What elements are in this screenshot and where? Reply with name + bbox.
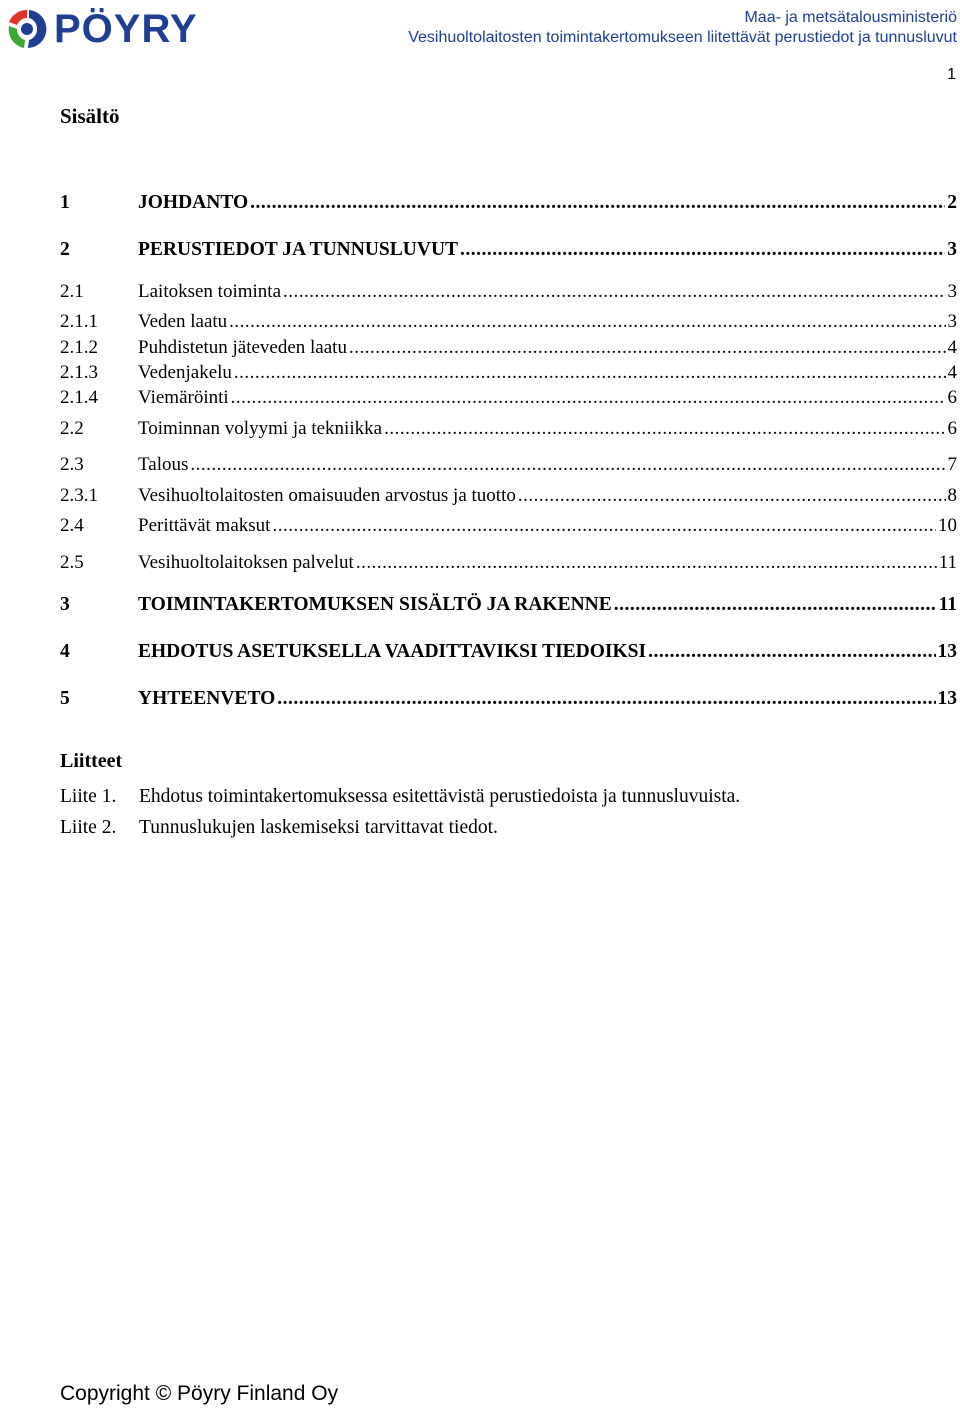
toc-entry-label: Vesihuoltolaitoksen palvelut [138,552,354,573]
toc-entry-label: Toiminnan volyymi ja tekniikka [138,418,383,439]
appendix-item [60,816,498,840]
toc-entry[interactable] [60,417,957,441]
copyright-footer: Copyright © Pöyry Finland Oy [60,1382,339,1405]
toc-entry[interactable] [60,361,957,385]
toc-dot-leader [349,336,946,360]
toc-entry[interactable] [60,238,957,262]
toc-entry-page: 8 [947,485,957,506]
appendix-item [60,785,740,809]
toc-entry-page: 4 [947,337,957,358]
toc-entry-number: 2.1.4 [60,387,98,408]
toc-entry-label: Puhdistetun jäteveden laatu [138,337,347,358]
toc-entry-number: 2.1 [60,281,84,302]
toc-entry-number: 5 [60,688,70,709]
toc-title: Sisältö [60,104,120,128]
toc-entry-label: Viemäröinti [138,387,229,408]
toc-entry-page: 2 [947,192,957,213]
toc-entry-number: 2.5 [60,552,84,573]
toc-entry-page: 13 [937,688,957,709]
toc-dot-leader [234,361,946,385]
appendix-text: Ehdotus toimintakertomuksessa esitettävistä perustiedoista ja tunnusluvuista. [139,786,741,807]
toc-entry-label: PERUSTIEDOT JA TUNNUSLUVUT [138,239,459,260]
toc-dot-leader [250,191,945,215]
toc-entry-page: 13 [937,641,957,662]
logo-text: PÖYRY [54,7,198,51]
toc-entry[interactable] [60,593,957,617]
toc-dot-leader [229,310,945,334]
toc-dot-leader [231,386,946,410]
company-logo [4,6,198,52]
toc-entry[interactable] [60,640,957,664]
appendix-id: Liite 2. [60,817,117,838]
toc-entry-page: 3 [947,311,957,332]
toc-entry-number: 2.1.1 [60,311,98,332]
toc-entry-number: 2 [60,239,70,260]
toc-entry-label: TOIMINTAKERTOMUKSEN SISÄLTÖ JA RAKENNE [138,594,612,615]
document-header [408,8,957,48]
toc-entry[interactable] [60,191,957,215]
toc-entry-label: Veden laatu [138,311,228,332]
page-number: 1 [947,66,956,83]
toc-dot-leader [272,514,936,538]
appendices-title: Liitteet [60,750,123,772]
toc-dot-leader [356,551,937,575]
toc-entry-number: 2.1.2 [60,337,98,358]
toc-entry-number: 2.3.1 [60,485,98,506]
toc-entry[interactable] [60,514,957,538]
toc-dot-leader [648,640,935,664]
toc-dot-leader [460,238,945,262]
report-title: Vesihuoltolaitosten toimintakertomukseen liitettävät perustiedot ja tunnusluvut [408,29,957,46]
poyry-logo-icon [4,6,50,52]
toc-entry-number: 1 [60,192,70,213]
toc-entry-label: Vedenjakelu [138,362,232,383]
toc-entry[interactable] [60,551,957,575]
toc-dot-leader [384,417,945,441]
toc-entry[interactable] [60,336,957,360]
toc-entry-label: EHDOTUS ASETUKSELLA VAADITTAVIKSI TIEDOIKSI [138,641,647,662]
toc-entry[interactable] [60,310,957,334]
toc-entry-number: 3 [60,594,70,615]
appendix-text: Tunnuslukujen laskemiseksi tarvittavat tiedot. [139,817,498,838]
toc-entry-label: Vesihuoltolaitosten omaisuuden arvostus ja tuotto [138,485,516,506]
toc-entry[interactable] [60,484,957,508]
toc-entry-page: 7 [947,454,957,475]
toc-entry-label: Perittävät maksut [138,515,271,536]
toc-entry-number: 2.1.3 [60,362,98,383]
toc-dot-leader [190,453,945,477]
toc-dot-leader [614,593,937,617]
toc-entry-label: JOHDANTO [138,192,249,213]
toc-entry-page: 3 [947,281,957,302]
toc-entry-label: Laitoksen toiminta [138,281,282,302]
toc-entry-number: 2.3 [60,454,84,475]
appendix-id: Liite 1. [60,786,117,807]
toc-entry[interactable] [60,386,957,410]
toc-entry-number: 2.4 [60,515,84,536]
toc-dot-leader [277,687,935,711]
toc-entry-page: 4 [947,362,957,383]
toc-entry-page: 10 [938,515,957,536]
toc-entry-page: 3 [947,239,957,260]
toc-entry-page: 11 [938,594,957,615]
toc-entry-label: Talous [138,454,189,475]
toc-dot-leader [518,484,946,508]
toc-entry-number: 2.2 [60,418,84,439]
toc-entry[interactable] [60,453,957,477]
toc-entry-number: 4 [60,641,70,662]
toc-entry-page: 6 [947,387,957,408]
client-name: Maa- ja metsätalousministeriö [744,9,957,26]
toc-entry-page: 11 [938,552,957,573]
toc-dot-leader [283,280,945,304]
toc-entry-page: 6 [947,418,957,439]
toc-entry-label: YHTEENVETO [138,688,276,709]
toc-entry[interactable] [60,280,957,304]
toc-entry[interactable] [60,687,957,711]
